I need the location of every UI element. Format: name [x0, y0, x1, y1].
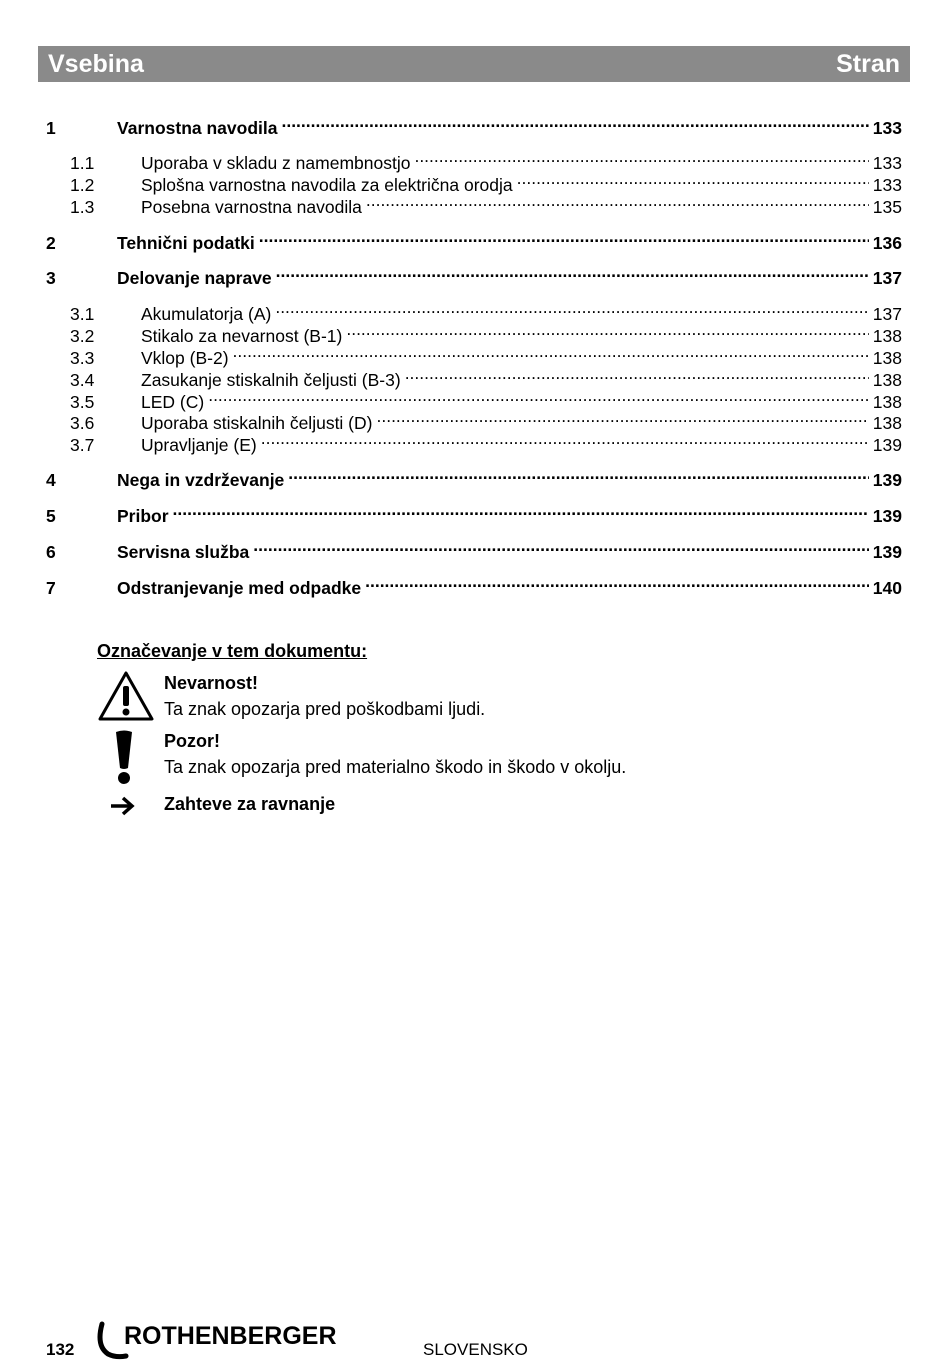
toc-entry — [46, 500, 902, 526]
toc-leader-dots — [208, 386, 869, 408]
toc-entry — [46, 191, 902, 217]
toc-page-number: 133 — [872, 153, 902, 173]
toc-title: Odstranjevanje med odpadke — [117, 578, 362, 598]
caution-label: Pozor! — [164, 731, 220, 751]
toc-page-number: 133 — [872, 118, 902, 138]
toc-page-number: 138 — [872, 326, 902, 346]
toc-number: 6 — [46, 542, 56, 562]
toc-leader-dots — [414, 147, 868, 169]
toc-leader-dots — [346, 320, 868, 342]
exclamation-icon — [97, 728, 151, 786]
arrow-right-icon — [97, 791, 151, 821]
toc-page-number: 139 — [872, 542, 902, 562]
toc-title: Splošna varnostna navodila za električna orodja — [141, 175, 513, 195]
toc-page-number: 139 — [872, 470, 902, 490]
toc-entry — [46, 429, 902, 455]
toc-leader-dots — [376, 407, 868, 429]
toc-entry — [46, 112, 902, 138]
contents-title: Vsebina — [48, 49, 144, 78]
legend-title: Označevanje v tem dokumentu: — [97, 641, 368, 661]
toc-leader-dots — [276, 262, 869, 284]
toc-leader-dots — [365, 572, 869, 594]
toc-leader-dots — [253, 536, 869, 558]
toc-title: Pribor — [117, 506, 169, 526]
toc-number: 1.1 — [70, 153, 95, 173]
brand-logo-text: ROTHENBERGER — [124, 1322, 337, 1350]
toc-page-number: 140 — [872, 578, 902, 598]
toc-entry — [46, 262, 902, 288]
toc-page-number: 137 — [872, 304, 902, 324]
toc-page-number: 138 — [872, 413, 902, 433]
toc-entry — [46, 169, 902, 195]
toc-title: Tehnični podatki — [117, 233, 255, 253]
toc-page-number: 138 — [872, 348, 902, 368]
toc-title: LED (C) — [141, 392, 205, 412]
toc-entry — [46, 298, 902, 324]
toc-title: Akumulatorja (A) — [141, 304, 272, 324]
toc-leader-dots — [405, 364, 869, 386]
toc-number: 1.3 — [70, 197, 95, 217]
toc-title: Vklop (B-2) — [141, 348, 229, 368]
toc-entry — [46, 464, 902, 490]
toc-number: 1.2 — [70, 175, 95, 195]
toc-number: 2 — [46, 233, 56, 253]
toc-title: Stikalo za nevarnost (B-1) — [141, 326, 343, 346]
toc-entry — [46, 386, 902, 412]
toc-title: Varnostna navodila — [117, 118, 278, 138]
toc-entry — [46, 320, 902, 346]
toc-number: 7 — [46, 578, 56, 598]
toc-page-number: 138 — [872, 392, 902, 412]
toc-number: 3.5 — [70, 392, 95, 412]
toc-title: Uporaba v skladu z namembnostjo — [141, 153, 411, 173]
toc-number: 3.4 — [70, 370, 95, 390]
toc-number: 3.2 — [70, 326, 95, 346]
toc-entry — [46, 364, 902, 390]
toc-entry — [46, 407, 902, 433]
toc-entry — [46, 342, 902, 368]
warning-triangle-icon — [97, 670, 155, 722]
toc-page-number: 137 — [872, 268, 902, 288]
toc-leader-dots — [173, 500, 869, 522]
caution-description: Ta znak opozarja pred materialno škodo in škodo v okolju. — [164, 757, 627, 777]
toc-entry — [46, 572, 902, 598]
toc-page-number: 139 — [872, 506, 902, 526]
toc-leader-dots — [233, 342, 869, 364]
action-label: Zahteve za ravnanje — [164, 794, 336, 814]
toc-number: 1 — [46, 118, 56, 138]
toc-page-number: 136 — [872, 233, 902, 253]
toc-page-number: 138 — [872, 370, 902, 390]
danger-description: Ta znak opozarja pred poškodbami ljudi. — [164, 699, 486, 719]
toc-entry — [46, 147, 902, 173]
toc-number: 3.7 — [70, 435, 95, 455]
toc-leader-dots — [281, 112, 868, 134]
toc-number: 3.3 — [70, 348, 95, 368]
rothenberger-logo — [96, 1320, 356, 1365]
toc-leader-dots — [259, 227, 869, 249]
toc-title: Posebna varnostna navodila — [141, 197, 362, 217]
toc-entry — [46, 536, 902, 562]
footer-language: SLOVENSKO — [423, 1340, 528, 1359]
toc-title: Upravljanje (E) — [141, 435, 257, 455]
toc-number: 4 — [46, 470, 56, 490]
toc-page-number: 133 — [872, 175, 902, 195]
toc-entry — [46, 227, 902, 253]
toc-title: Zasukanje stiskalnih čeljusti (B-3) — [141, 370, 401, 390]
toc-number: 3 — [46, 268, 56, 288]
toc-title: Delovanje naprave — [117, 268, 272, 288]
toc-title: Servisna služba — [117, 542, 250, 562]
contents-header — [38, 46, 910, 82]
toc-number: 3.1 — [70, 304, 95, 324]
toc-number: 3.6 — [70, 413, 95, 433]
brand-logo-icon — [96, 1320, 356, 1360]
toc-leader-dots — [517, 169, 869, 191]
toc-leader-dots — [261, 429, 869, 451]
toc-leader-dots — [366, 191, 869, 213]
page-column-label: Stran — [836, 49, 900, 78]
toc-leader-dots — [288, 464, 869, 486]
toc-number: 5 — [46, 506, 56, 526]
footer-page-number: 132 — [46, 1340, 75, 1359]
toc-title: Nega in vzdrževanje — [117, 470, 285, 490]
toc-page-number: 139 — [872, 435, 902, 455]
toc-page-number: 135 — [872, 197, 902, 217]
toc-title: Uporaba stiskalnih čeljusti (D) — [141, 413, 373, 433]
toc-leader-dots — [275, 298, 868, 320]
danger-label: Nevarnost! — [164, 673, 259, 693]
